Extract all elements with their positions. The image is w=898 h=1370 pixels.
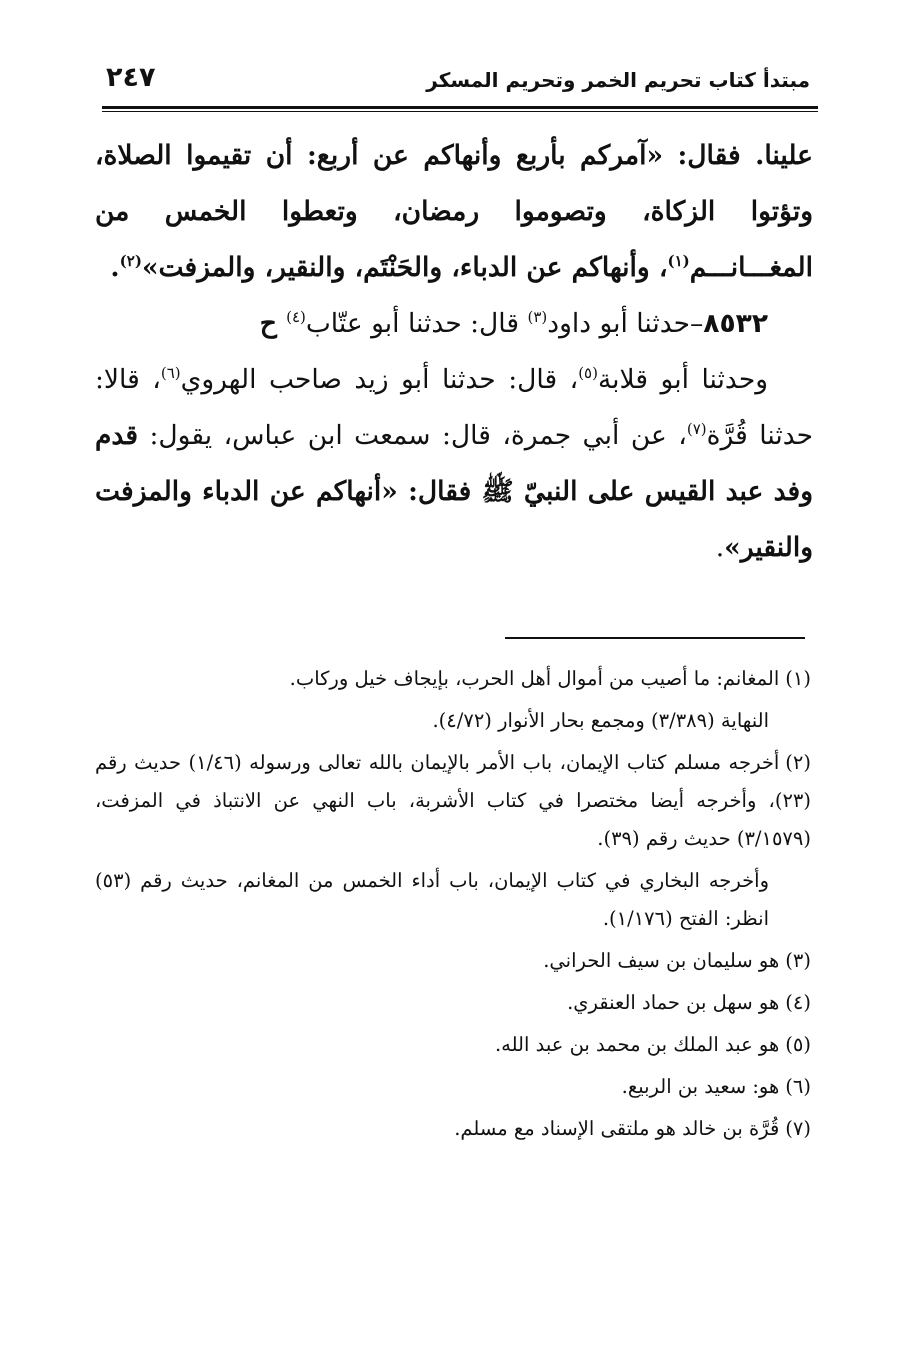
- footnote-number: (٣): [785, 949, 811, 972]
- footnote-item: [95, 660, 811, 698]
- text-line: علينا. فقال: «آمركم بأربع وأنهاكم عن أربع: أن تقيموا الصلاة،: [95, 140, 813, 171]
- footnote-item: [95, 1026, 811, 1064]
- punctuation: .: [715, 532, 725, 563]
- header-rule-thick: [102, 106, 818, 109]
- footnote-item: [95, 984, 811, 1022]
- footnote-text: هو عبد الملك بن محمد بن عبد الله.: [494, 1033, 780, 1056]
- header-rule-thin: [102, 111, 818, 112]
- footnote-text: قُرَّة بن خالد هو ملتقى الإسناد مع مسلم.: [454, 1117, 780, 1140]
- footnote-ref[interactable]: (٣): [527, 308, 548, 326]
- footnote-ref[interactable]: (٦): [160, 364, 181, 382]
- footnote-text: أخرجه مسلم كتاب الإيمان، باب الأمر بالإيمان بالله تعالى ورسوله (١/٤٦) حديث رقم (٢٣)، وأخرجه أيضا مختصرا في كتاب الأشربة، باب النهي عن الانتباذ في المزفت، (٣/١٥٧٩) حديث رقم (٣٩).: [95, 751, 811, 850]
- tahwil-mark: ح: [259, 308, 287, 339]
- footnote-text: المغانم: ما أصيب من أموال أهل الحرب، بإيجاف خيل وركاب.: [289, 667, 780, 690]
- footnote-ref[interactable]: (٥): [578, 364, 598, 382]
- footnote-continuation: النهاية (٣/٣٨٩) ومجمع بحار الأنوار (٤/٧٢).: [432, 709, 769, 732]
- footnote-number: (٢): [785, 751, 811, 774]
- footnote-ref[interactable]: (٢): [119, 252, 142, 270]
- footnote-item: [95, 744, 811, 858]
- text-line: وأنهاكم عن الدباء، والحَنْتَم، والنقير، والمزفت»: [141, 252, 650, 283]
- running-title: مبتدأ كتاب تحريم الخمر وتحريم المسكر: [426, 68, 810, 92]
- footnote-ref[interactable]: (٤): [286, 308, 306, 326]
- paragraph-hadith-chain: [95, 296, 813, 352]
- paragraph-second-chain: [95, 352, 813, 576]
- chain-text: وحدثنا أبو قلابة: [597, 364, 769, 395]
- footnote-ref[interactable]: (٧): [686, 420, 707, 438]
- footnote-item: [95, 942, 811, 980]
- paragraph-hadith-text: [95, 128, 813, 296]
- footnote-separator: [505, 637, 805, 639]
- hadith-matn: قدم وفد عبد القيس على النبيّ ﷺ فقال: «أنهاكم عن الدباء والمزفت والنقير»: [95, 420, 813, 563]
- hadith-number: ٨٥٣٢: [703, 308, 768, 339]
- footnote-continuation: وأخرجه البخاري في كتاب الإيمان، باب أداء الخمس من المغانم، حديث رقم (٥٣) انظر: الفتح (١/١٧٦).: [95, 869, 769, 930]
- footnote-ref[interactable]: (١): [667, 252, 690, 270]
- punctuation: .: [110, 252, 120, 283]
- chain-text: ، قال: حدثنا أبو زيد صاحب الهروي: [180, 364, 579, 395]
- chain-text: –حدثنا أبو داود: [547, 308, 704, 339]
- footnote-number: (١): [785, 667, 811, 690]
- punctuation: ،: [658, 252, 668, 283]
- chain-text: قال: حدثنا أبو عتّاب: [305, 308, 528, 339]
- page-number: ٢٤٧: [106, 62, 156, 93]
- footnote-text: هو سليمان بن سيف الحراني.: [543, 949, 780, 972]
- footnote-number: (٤): [785, 991, 811, 1014]
- main-text: [95, 128, 813, 576]
- footnote-number: (٦): [785, 1075, 811, 1098]
- footnote-item: [95, 1068, 811, 1106]
- footnote-text: هو سهل بن حماد العنقري.: [567, 991, 780, 1014]
- footnote-item: [95, 1110, 811, 1148]
- chain-text: ، عن أبي جمرة، قال: سمعت ابن عباس، يقول:: [138, 420, 687, 451]
- footnote-number: (٧): [785, 1117, 811, 1140]
- running-header: [102, 62, 818, 102]
- footnote-text: هو: سعيد بن الربيع.: [621, 1075, 780, 1098]
- footnote-number: (٥): [785, 1033, 811, 1056]
- chain-text: ، قالا: حدثنا قُرَّة: [95, 364, 813, 451]
- footnotes-section: [95, 660, 811, 1152]
- text-line: وتؤتوا الزكاة، وتصوموا رمضان، وتعطوا الخمس من المغـــانـــم: [95, 196, 813, 283]
